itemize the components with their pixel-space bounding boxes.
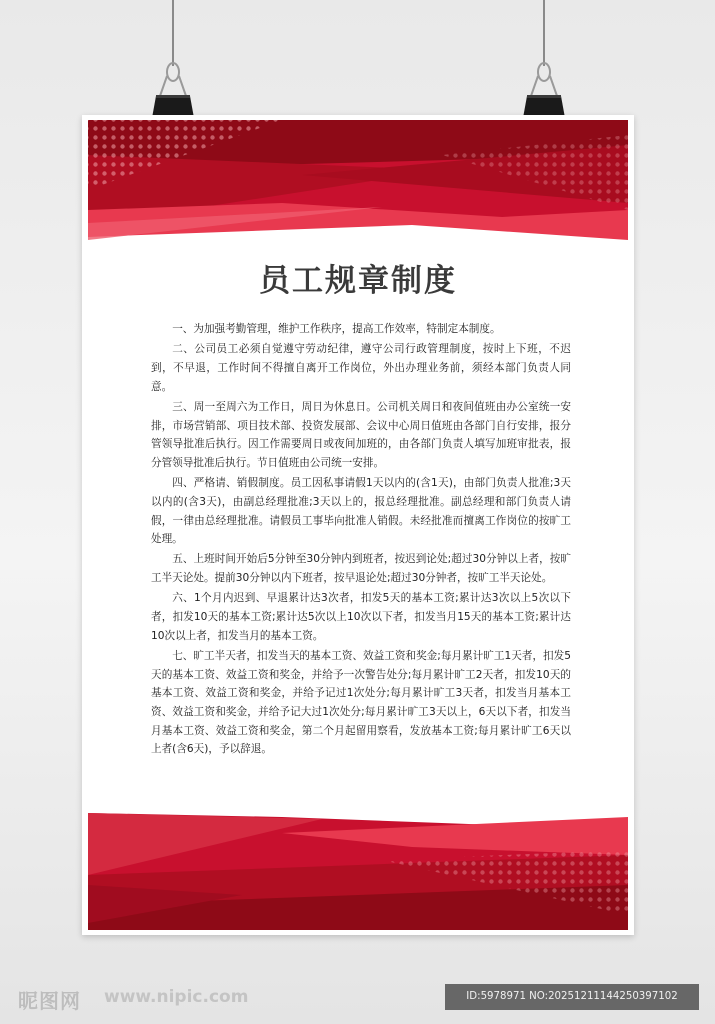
hanging-wire-left — [172, 0, 174, 66]
rule-paragraph-4: 四、严格请、销假制度。员工因私事请假1天以内的(含1天)，由部门负责人批准;3天以内的(含3天)，由副总经理批准;3天以上的，报总经理批准。副总经理和部门负责人请假，一律由总经理批准。请假员工事毕向批准人销假。未经批准而擅离工作岗位的按旷工处理。 — [151, 477, 571, 546]
poster-title: 员工规章制度 — [259, 263, 457, 299]
bottom-red-decoration — [82, 805, 634, 935]
rule-paragraph-5: 五、上班时间开始后5分钟至30分钟内到班者，按迟到论处;超过30分钟以上者，按旷工半天论处。提前30分钟以内下班者，按早退论处;超过30分钟者，按旷工半天论处。 — [151, 553, 571, 585]
hanging-wire-right — [543, 0, 545, 66]
image-id-label: ID:5978971 NO:20251211144250397102 — [445, 984, 699, 1010]
rules-poster — [82, 115, 634, 935]
nipic-logo: 昵图网 — [18, 989, 81, 1013]
rule-paragraph-1: 一、为加强考勤管理，维护工作秩序，提高工作效率，特制定本制度。 — [172, 323, 501, 335]
rule-paragraph-7: 七、旷工半天者，扣发当天的基本工资、效益工资和奖金;每月累计旷工1天者，扣发5天的基本工资、效益工资和奖金，并给予一次警告处分;每月累计旷工2天者，扣发10天的基本工资、效益工资和奖金，并给予记过1次处分;每月累计旷工3天者，扣发当月基本工资、效益工资和奖金，并给予记大过1次处分;每月累计旷工3天以上，6天以下者，扣发当月基本工资、效益工资和奖金，第二个月起留用察看，发放基本工资;每月累计旷工6天以上者(含6天)，予以辞退。 — [151, 649, 571, 756]
top-red-decoration — [82, 115, 634, 245]
rule-paragraph-3: 三、周一至周六为工作日，周日为休息日。公司机关周日和夜间值班由办公室统一安排，市场营销部、项目技术部、投资发展部、会议中心周日值班由各部门自行安排，报分管领导批准后执行。因工作需要周日或夜间加班的，由各部门负责人填写加班审批表，报分管领导批准后执行。节日值班由公司统一安排。 — [151, 400, 571, 469]
binder-clip-right — [521, 62, 567, 120]
binder-clip-left — [150, 62, 196, 120]
rule-paragraph-6: 六、1个月内迟到、早退累计达3次者，扣发5天的基本工资;累计达3次以上5次以下者，扣发10天的基本工资;累计达5次以上10次以下者，扣发当月15天的基本工资;累计达10次以上者，扣发当月的基本工资。 — [151, 592, 571, 642]
rules-content — [151, 320, 571, 761]
nipic-url: www.nipic.com — [104, 987, 249, 1007]
rule-paragraph-2: 二、公司员工必须自觉遵守劳动纪律，遵守公司行政管理制度，按时上下班，不迟到，不早退，工作时间不得擅自离开工作岗位，外出办理业务前，须经本部门负责人同意。 — [151, 343, 571, 393]
